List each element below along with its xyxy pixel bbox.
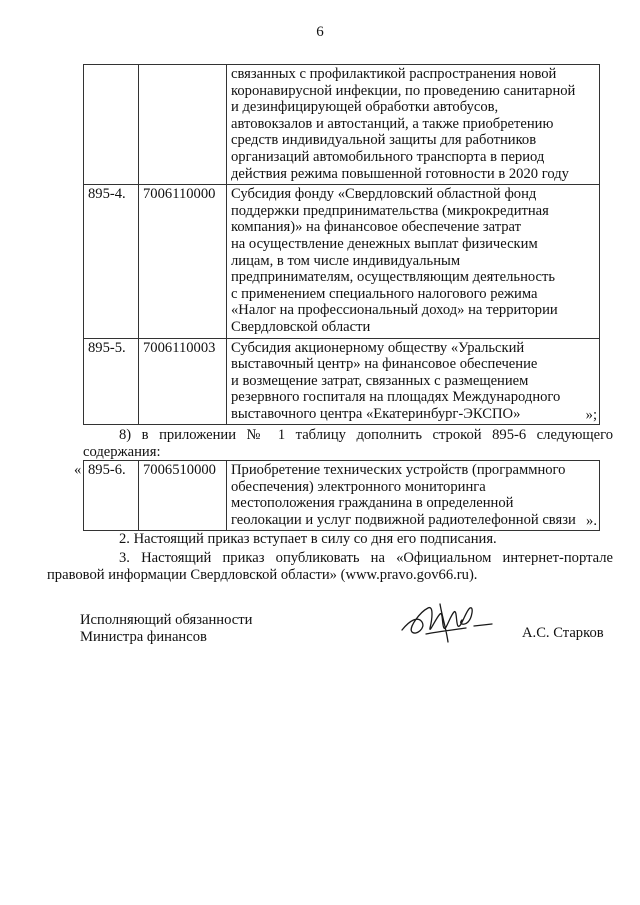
description-line: лицам, в том числе индивидуальным xyxy=(231,252,461,269)
description-line: предпринимателям, осуществляющим деятельность xyxy=(231,269,556,286)
row-code-cell: 7006510000 xyxy=(139,461,227,531)
signatory-title-line: Министра финансов xyxy=(80,629,207,645)
description-line: геолокации и услуг подвижной радиотелефонной связи xyxy=(231,511,576,528)
handwritten-signature xyxy=(396,598,496,648)
row-number-cell: 895-5. xyxy=(84,338,139,425)
table-row xyxy=(84,185,600,338)
description-line: и возмещение затрат, связанных с размещением xyxy=(231,372,529,389)
description-line: с применением специального налогового режима xyxy=(231,285,538,302)
amendment-paragraph-8 xyxy=(83,427,613,461)
description-line: на осуществление денежных выплат физическим xyxy=(231,235,538,252)
description-line: организаций автомобильного транспорта в период xyxy=(231,148,545,165)
row-description-cell xyxy=(227,461,600,531)
table-row xyxy=(84,461,600,531)
row-number-cell: 895-4. xyxy=(84,185,139,338)
paragraph-line: 8) в приложении № 1 таблицу дополнить строкой 895-6 следующего xyxy=(119,427,613,443)
row-description-cell xyxy=(227,338,600,425)
description-line: обеспечения) электронного мониторинга xyxy=(231,478,486,495)
signatory-name: А.С. Старков xyxy=(522,625,604,641)
row-code-cell xyxy=(139,65,227,185)
opening-quote: « xyxy=(74,462,82,478)
paragraph-line: 3. Настоящий приказ опубликовать на «Официальном интернет-портале xyxy=(119,550,613,566)
description-line: местоположения гражданина в определенной xyxy=(231,495,514,512)
row-description-cell xyxy=(227,65,600,185)
page-number: 6 xyxy=(316,24,324,40)
description-line: выставочного центра «Екатеринбург-ЭКСПО» xyxy=(231,405,521,422)
new-row-table xyxy=(83,460,600,531)
description-line: резервного госпиталя на площадях Международного xyxy=(231,389,561,406)
paragraph-line: правовой информации Свердловской области» (www.pravo.gov66.ru). xyxy=(47,567,478,583)
signatory-title-line: Исполняющий обязанности xyxy=(80,612,253,628)
description-line: и дезинфицирующей обработки автобусов, xyxy=(231,99,499,116)
description-line: Субсидия фонду «Свердловский областной фонд xyxy=(231,186,537,203)
description-line: Субсидия акционерному обществу «Уральский xyxy=(231,339,525,356)
closing-quote: »; xyxy=(585,406,597,423)
description-line: автовокзалов и автостанций, а также приобретению xyxy=(231,115,554,132)
description-line: коронавирусной инфекции, по проведению санитарной xyxy=(231,82,576,99)
description-line: поддержки предпринимательства (микрокредитная xyxy=(231,202,549,219)
table-row xyxy=(84,338,600,425)
description-line: выставочный центр» на финансовое обеспечение xyxy=(231,356,538,373)
row-description-cell xyxy=(227,185,600,338)
paragraph-3 xyxy=(47,550,613,584)
paragraph-2: 2. Настоящий приказ вступает в силу со дня его подписания. xyxy=(119,531,497,547)
signatory-title xyxy=(80,612,252,646)
row-code-cell: 7006110000 xyxy=(139,185,227,338)
row-number-cell: 895-6. xyxy=(84,461,139,531)
description-line: Приобретение технических устройств (программного xyxy=(231,462,566,478)
description-line: связанных с профилактикой распространения новой xyxy=(231,66,557,82)
paragraph-line: содержания: xyxy=(83,444,161,460)
description-line: «Налог на профессиональный доход» на территории xyxy=(231,302,558,319)
description-line: Свердловской области xyxy=(231,318,371,335)
description-line: компания)» на финансовое обеспечение затрат xyxy=(231,219,522,236)
row-code-cell: 7006110003 xyxy=(139,338,227,425)
description-line: действия режима повышенной готовности в 2020 году xyxy=(231,165,569,182)
description-line: средств индивидуальной защиты для работников xyxy=(231,132,537,149)
closing-quote: ». xyxy=(586,512,597,529)
row-number-cell xyxy=(84,65,139,185)
table-row xyxy=(84,65,600,185)
appendix-table xyxy=(83,64,600,425)
